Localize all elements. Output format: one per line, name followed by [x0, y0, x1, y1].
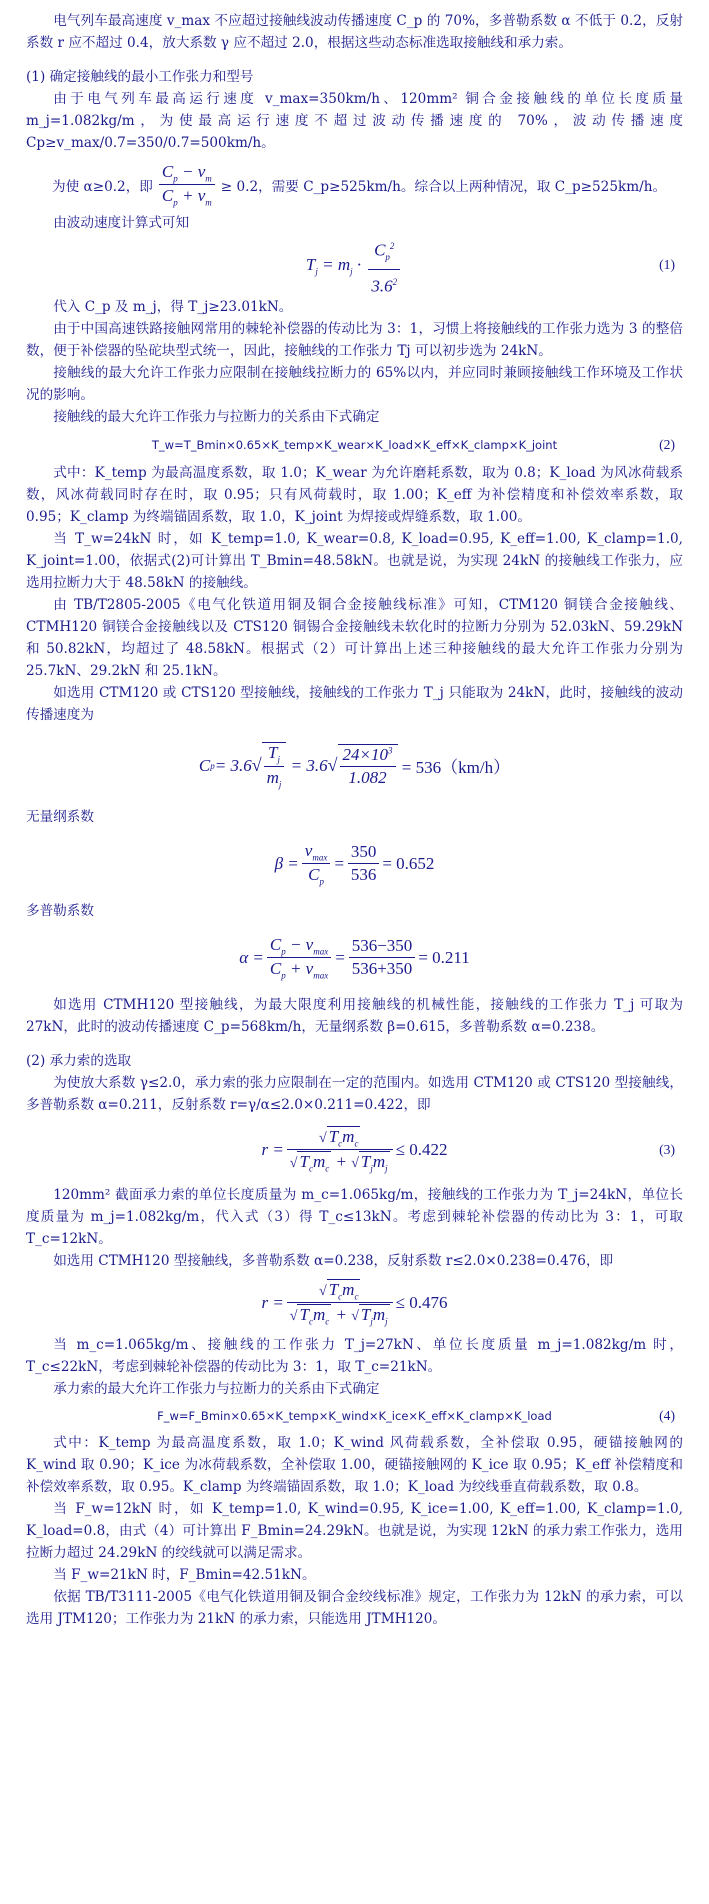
equation-alpha-result: = 0.211	[418, 947, 470, 967]
section-2-heading: (2) 承力索的选取	[26, 1052, 132, 1069]
equation-2-number: (2)	[659, 436, 675, 452]
paragraph-p21: 当 F_w=12kN 时，如 K_temp=1.0, K_wind=0.95, K_ice=1.00, K_eff=1.00, K_clamp=1.0, K_load=0.8，由式（4）可计算出 F_Bmin=24.29kN。也就是说，为实现 12kN 的承力索工作张力，选用拉断力超过 24.29kN 的绞线就可以满足需求。	[26, 1500, 683, 1561]
equation-2-text: T_w=T_Bmin×0.65×K_temp×K_wear×K_load×K_eff×K_clamp×K_joint	[151, 437, 558, 452]
paragraph-p13: 多普勒系数	[26, 902, 94, 919]
equation-1-number: (1)	[659, 256, 675, 272]
equation-beta: β = $\frac{v_{max}}{C_p}$ = $\frac{350}{536}$ = 0.652	[274, 840, 435, 887]
paragraph-p10: 由 TB/T2805-2005《电气化铁道用铜及铜合金接触线标准》可知，CTM120 铜镁合金接触线、CTMH120 铜镁合金接触线以及 CTS120 铜锡合金接触线未软化时的拉断力分别为 52.03kN、59.29kN 和 50.82kN，均超过了 48.58kN。根据式（2）可计算出上述三种接触线的最大允许工作张力分别为 25.7kN、29.2kN 和 25.1kN。	[26, 596, 683, 679]
equation-alpha: α = $\frac{C_p - v_{max}}{C_p + v_{max}}$ = $\frac{536-350}{536+350}$ = 0.211	[239, 934, 470, 981]
equation-5-text: F_w=F_Bmin×0.65×K_temp×K_wind×K_ice×K_eff×K_clamp×K_load	[157, 1408, 552, 1423]
paragraph-p9: 当 T_w=24kN 时，如 K_temp=1.0, K_wear=0.8, K_load=0.95, K_eff=1.00, K_clamp=1.0, K_joint=1.00，依据式(2)可计算出 T_Bmin=48.58kN。也就是说，为实现 24kN 的接触线工作张力，应选用拉断力大于 48.58kN 的接触线。	[26, 530, 683, 591]
paragraph-p11: 如选用 CTM120 或 CTS120 型接触线，接触线的工作张力 T_j 只能取为 24kN，此时，接触线的波动传播速度为	[26, 684, 683, 723]
paragraph-p18: 当 m_c=1.065kg/m、接触线的工作张力 T_j=27kN、单位长度质量 m_j=1.082kg/m 时，T_c≤22kN，考虑到棘轮补偿器的传动比为 3：1，取 T_c=21kN。	[26, 1336, 683, 1375]
paragraph-p19: 承力索的最大允许工作张力与拉断力的关系由下式确定	[53, 1380, 380, 1397]
paragraph-p6: 接触线的最大允许工作张力应限制在接触线拉断力的 65%以内，并应同时兼顾接触线工作环境及工作状况的影响。	[26, 364, 683, 403]
alpha-condition-line	[26, 162, 683, 208]
equation-5-number: (4)	[659, 1407, 675, 1423]
paragraph-p17: 如选用 CTMH120 型接触线，多普勒系数 α=0.238，反射系数 r≤2.0×0.238=0.476，即	[53, 1252, 614, 1269]
equation-2	[26, 428, 683, 462]
paragraph-p16: 120mm² 截面承力索的单位长度质量为 m_c=1.065kg/m，接触线的工作张力为 T_j=24kN，单位长度质量为 m_j=1.082kg/m，代入式（3）得 T_c≤13kN。考虑到棘轮补偿器的传动比为 3：1，可取 T_c=12kN。	[26, 1186, 683, 1247]
paragraph-p14: 如选用 CTMH120 型接触线，为最大限度利用接触线的机械性能，接触线的工作张力 T_j 可取为 27kN，此时的波动传播速度 C_p=568km/h，无量纲系数 β=0.615，多普勒系数 α=0.238。	[26, 996, 683, 1035]
paragraph-p22: 当 F_w=21kN 时，F_Bmin=42.51kN。	[53, 1566, 316, 1583]
equation-4: r = $\frac{√ T_cm_c}{√ T_cm_c + √ T_jm_j}$ ≤ 0.476	[261, 1279, 448, 1327]
equation-4-result: ≤ 0.476	[395, 1292, 448, 1312]
paragraph-p8: 式中：K_temp 为最高温度系数，取 1.0；K_wear 为允许磨耗系数，取为 0.8；K_load 为风冰荷载系数，风冰荷载同时存在时，取 0.95；只有风荷载时，取 1.00；K_eff 为补偿精度和补偿效率系数，取 0.95；K_clamp 为终端锚固系数，取 1.0，K_joint 为焊接或焊缝系数，取 1.00。	[26, 464, 683, 525]
alpha-fraction: $\frac{C_p - v_m}{C_p + v_m}$	[159, 162, 215, 208]
equation-cp-result: = 536（km/h）	[401, 758, 511, 778]
equation-cp: C p = 3.6 √ $\frac{T_j}{m_j}$ = 3.6 √ $\frac{24\times 10^3}{1.082}$ = 536（km/h）	[198, 743, 511, 790]
alpha-condition-lead: 为使 α≥0.2，即	[52, 178, 153, 195]
paragraph-p20: 式中：K_temp 为最高温度系数，取 1.0；K_wind 风荷载系数，全补偿取 0.95，硬锚接触网的 K_wind 取 0.90；K_ice 为冰荷载系数，全补偿取 1.00，硬锚接触网的 K_ice 取 0.95；K_eff 补偿精度和补偿效率系数，取 0.95。K_clamp 为终端锚固系数，取 1.0；K_load 为绞线垂直荷载系数，取 0.8。	[26, 1434, 683, 1495]
equation-5	[26, 1400, 683, 1432]
paragraph-p3: 由波动速度计算式可知	[53, 214, 190, 231]
intro-paragraph: 电气列车最高速度 v_max 不应超过接触线波动传播速度 C_p 的 70%，多普勒系数 α 不低于 0.2，反射系数 r 应不超过 0.4，放大系数 γ 应不超过 2.0，根据这些动态标准选取接触线和承力索。	[26, 13, 683, 51]
section-1-heading: (1) 确定接触线的最小工作张力和型号	[26, 69, 254, 85]
paragraph-p5: 由于中国高速铁路接触网常用的棘轮补偿器的传动比为 3：1，习惯上将接触线的工作张力选为 3 的整倍数，便于补偿器的坠砣块型式统一，因此，接触线的工作张力 Tj 可以初步选为 24kN。	[26, 320, 683, 359]
equation-1: $T_j = m_j$ · $\frac{C_p^2}{3.6^2}$ (1)	[26, 234, 683, 296]
equation-3-result: ≤ 0.422	[395, 1139, 448, 1159]
paragraph-p12: 无量纲系数	[26, 808, 94, 825]
paragraph-p15: 为使放大系数 γ≤2.0，承力索的张力应限制在一定的范围内。如选用 CTM120 或 CTS120 型接触线，多普勒系数 α=0.211，反射系数 r=γ/α≤2.0×0.211=0.422，即	[26, 1074, 683, 1113]
paragraph-p4: 代入 C_p 及 m_j，得 T_j≥23.01kN。	[53, 298, 293, 315]
alpha-condition-tail: ≥ 0.2，需要 C_p≥525km/h。综合以上两种情况，取 C_p≥525km/h。	[220, 178, 667, 195]
paragraph-p1: 由于电气列车最高运行速度 v_max=350km/h、120mm² 铜合金接触线的单位长度质量 m_j=1.082kg/m，为使最高运行速度不超过波动传播速度的 70%，波动传播速度 Cp≥v_max/0.7=350/0.7=500km/h。	[26, 91, 683, 151]
equation-3-number: (3)	[659, 1141, 675, 1157]
paragraph-p23: 依据 TB/T3111-2005《电气化铁道用铜及铜合金绞线标准》规定，工作张力为 12kN 的承力索，可以选用 JTM120；工作张力为 21kN 的承力索，只能选用 JTMH120。	[26, 1588, 683, 1627]
equation-3: r = $\frac{√ T_cm_c}{√ T_cm_c + √ T_jm_j}$ ≤ 0.422 (3)	[261, 1126, 675, 1174]
equation-beta-result: = 0.652	[382, 853, 435, 873]
paragraph-p7: 接触线的最大允许工作张力与拉断力的关系由下式确定	[53, 408, 380, 425]
